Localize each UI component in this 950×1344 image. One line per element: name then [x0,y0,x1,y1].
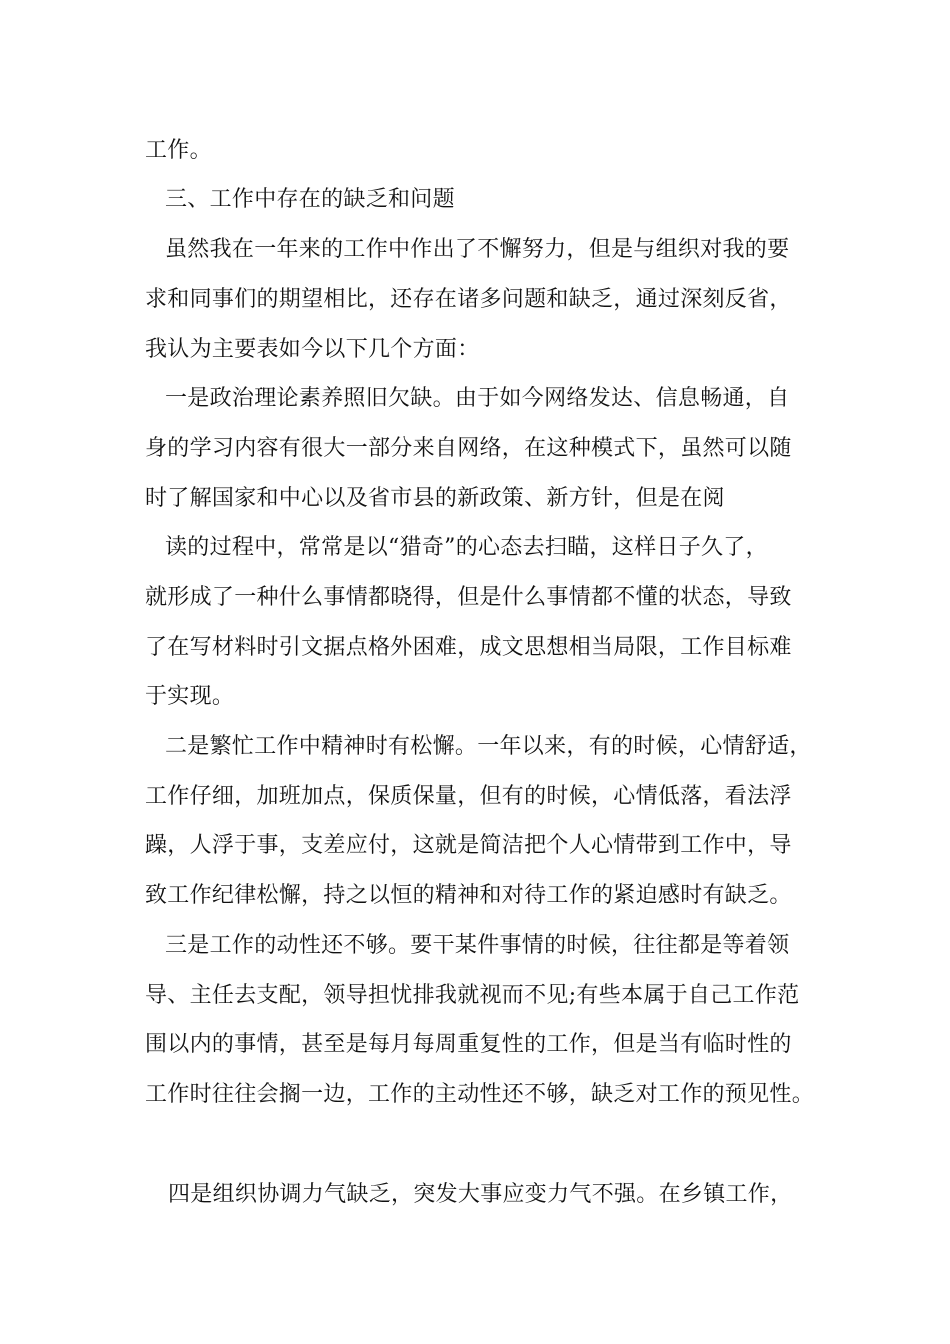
text-line: 工作时往往会搁一边，工作的主动性还不够，缺乏对工作的预见性。 [145,1082,815,1107]
section-heading: 三、工作中存在的缺乏和问题 [165,187,455,212]
text-line: 围以内的事情，甚至是每月每周重复性的工作，但是当有临时性的 [145,1032,792,1057]
text-line: 我认为主要表如今以下几个方面： [145,337,480,362]
text-line: 躁，人浮于事，支差应付，这就是简洁把个人心情带到工作中，导 [145,833,792,858]
text-line: 三是工作的动性还不够。要干某件事情的时候，往往都是等着领 [165,933,790,958]
text-line: 虽然我在一年来的工作中作出了不懈努力，但是与组织对我的要 [165,237,790,262]
text-line: 二是繁忙工作中精神时有松懈。一年以来，有的时候，心情舒适， [165,734,812,759]
text-line: 就形成了一种什么事情都晓得，但是什么事情都不懂的状态，导致 [145,585,792,610]
text-line: 一是政治理论素养照旧欠缺。由于如今网络发达、信息畅通，自 [165,386,790,411]
text-line: 致工作纪律松懈，持之以恒的精神和对待工作的紧迫感时有缺乏。 [145,883,792,908]
text-line: 导、主任去支配，领导担忧排我就视而不见;有些本属于自己工作范 [145,983,800,1008]
text-line: 求和同事们的期望相比，还存在诸多问题和缺乏，通过深刻反省， [145,287,792,312]
text-line: 读的过程中，常常是以“猎奇”的心态去扫瞄，这样日子久了， [165,535,768,560]
text-line: 时了解国家和中心以及省市县的新政策、新方针，但是在阅 [145,486,725,511]
text-line: 于实现。 [145,684,235,709]
text-line: 身的学习内容有很大一部分来自网络，在这种模式下，虽然可以随 [145,436,792,461]
text-line: 工作。 [145,138,212,163]
text-line: 了在写材料时引文据点格外困难，成文思想相当局限，工作目标难 [145,635,792,660]
text-line: 工作仔细，加班加点，保质保量，但有的时候，心情低落，看法浮 [145,784,792,809]
text-line: 四是组织协调力气缺乏，突发大事应变力气不强。在乡镇工作， [168,1182,793,1207]
